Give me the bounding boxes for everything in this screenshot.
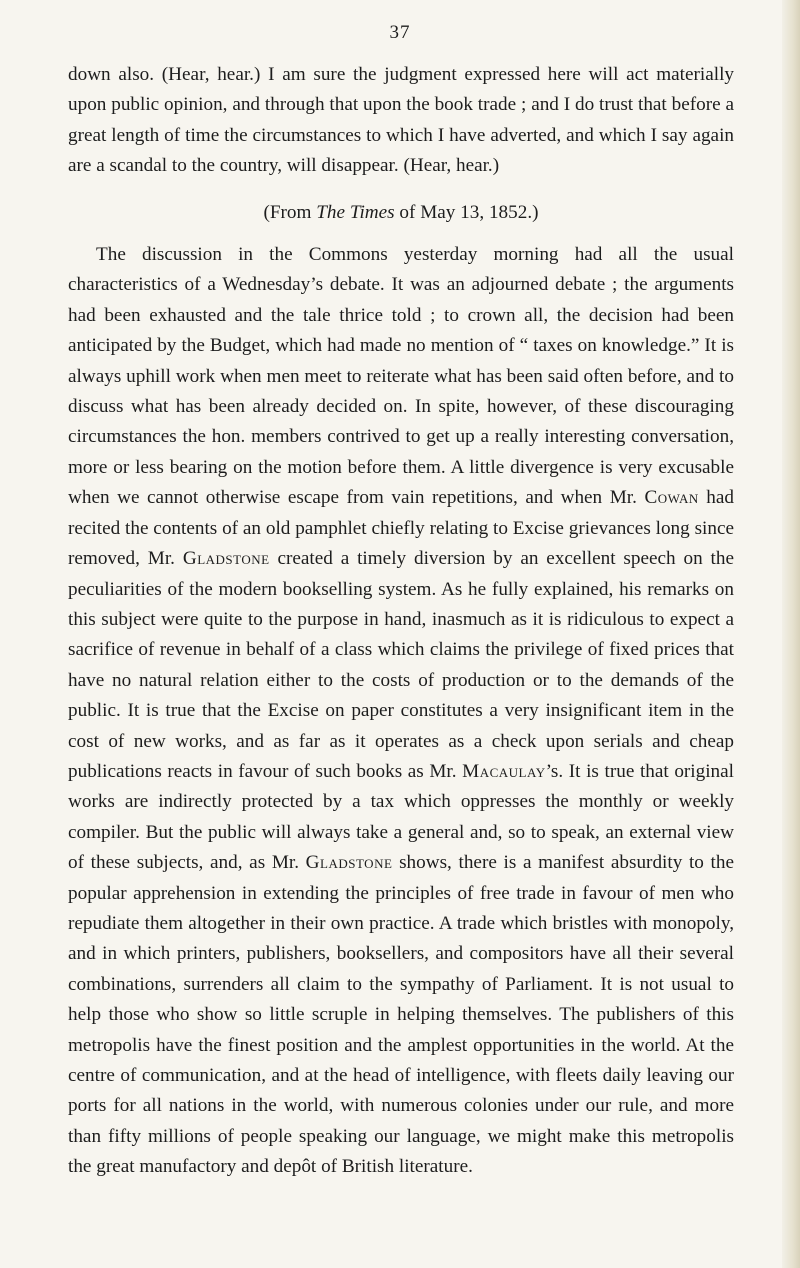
page-edge-shadow <box>782 0 800 1268</box>
source-prefix: (From <box>263 201 317 223</box>
article-text: created a timely diversion by an excellent speech on the peculiarities of the modern bookselling system. As he fully explained, his remarks on this subject were quite to the purpose in hand, inasmuch as it is ridiculous to expect a sacrifice of revenue in behalf of a class which claims the privilege of fixed prices that have no natural relation either to the costs of production or to the demands of the public. It is true that the Excise on paper constitutes a very insignificant item in the cost of new works, and as far as it operates as a check upon serials and cheap publications reacts in favour of such books as Mr. <box>68 548 734 782</box>
article-text: had recited the contents of an old pamphlet chiefly relating to Excise grievances long since removed, Mr. <box>68 487 734 570</box>
page-text <box>68 60 734 1183</box>
page-number: 37 <box>389 22 411 43</box>
source-publication: The Times <box>316 201 395 223</box>
person-name: Macaulay <box>462 760 546 782</box>
article-text: The discussion in the Commons yesterday morning had all the usual characteristics of a Wednesday’s debate. It was an adjourned debate ; the arguments had been exhausted and the tale thrice told ; to crown all, the decision had been anticipated by the Budget, which had made no mention of “ taxes on knowledge.” It is always uphill work when men meet to reiterate what has been said often before, and to discuss what has been already decided on. In spite, however, of these discouraging circumstances the hon. members contrived to get up a really interesting conversation, more or less bearing on the motion before them. A little divergence is very excusable when we cannot otherwise escape from vain repetitions, and when Mr. <box>68 244 734 509</box>
article-paragraph <box>68 240 734 1183</box>
source-citation <box>68 198 734 228</box>
article-text: shows, there is a manifest absurdity to the popular apprehension in extending the principles of free trade in favour of men who repudiate them altogether in their own practice. A trade which bristles with monopoly, and in which printers, publishers, booksellers, and compositors have all their several combinations, surrenders all claim to the sympathy of Parliament. It is not usual to help those who show so little scruple in helping themselves. The publishers of this metropolis have the finest position and the amplest opportunities in the world. At the centre of communication, and at the head of intelligence, with fleets daily leaving our ports for all nations in the world, with numerous colonies under our rule, and more than fifty millions of people speaking our language, we might make this metropolis the great manufactory and depôt of British literature. <box>68 852 734 1178</box>
source-suffix: of May 13, 1852.) <box>394 201 539 223</box>
opening-paragraph: down also. (Hear, hear.) I am sure the judgment expressed here will act materially upon public opinion, and through that upon the book trade ; and I do trust that before a great length of time the circumstances to which I have adverted, and which I say again are a scandal to the country, will disappear. (Hear, hear.) <box>68 64 734 177</box>
person-name: Gladstone <box>305 852 393 874</box>
person-name: Gladstone <box>182 548 270 570</box>
article-text: ’s. It is true that original works are indirectly protected by a tax which oppresses the monthly or weekly compiler. But the public will always take a general and, so to speak, an external view of these subjects, and, as Mr. <box>68 760 734 874</box>
person-name: Cowan <box>644 487 699 509</box>
